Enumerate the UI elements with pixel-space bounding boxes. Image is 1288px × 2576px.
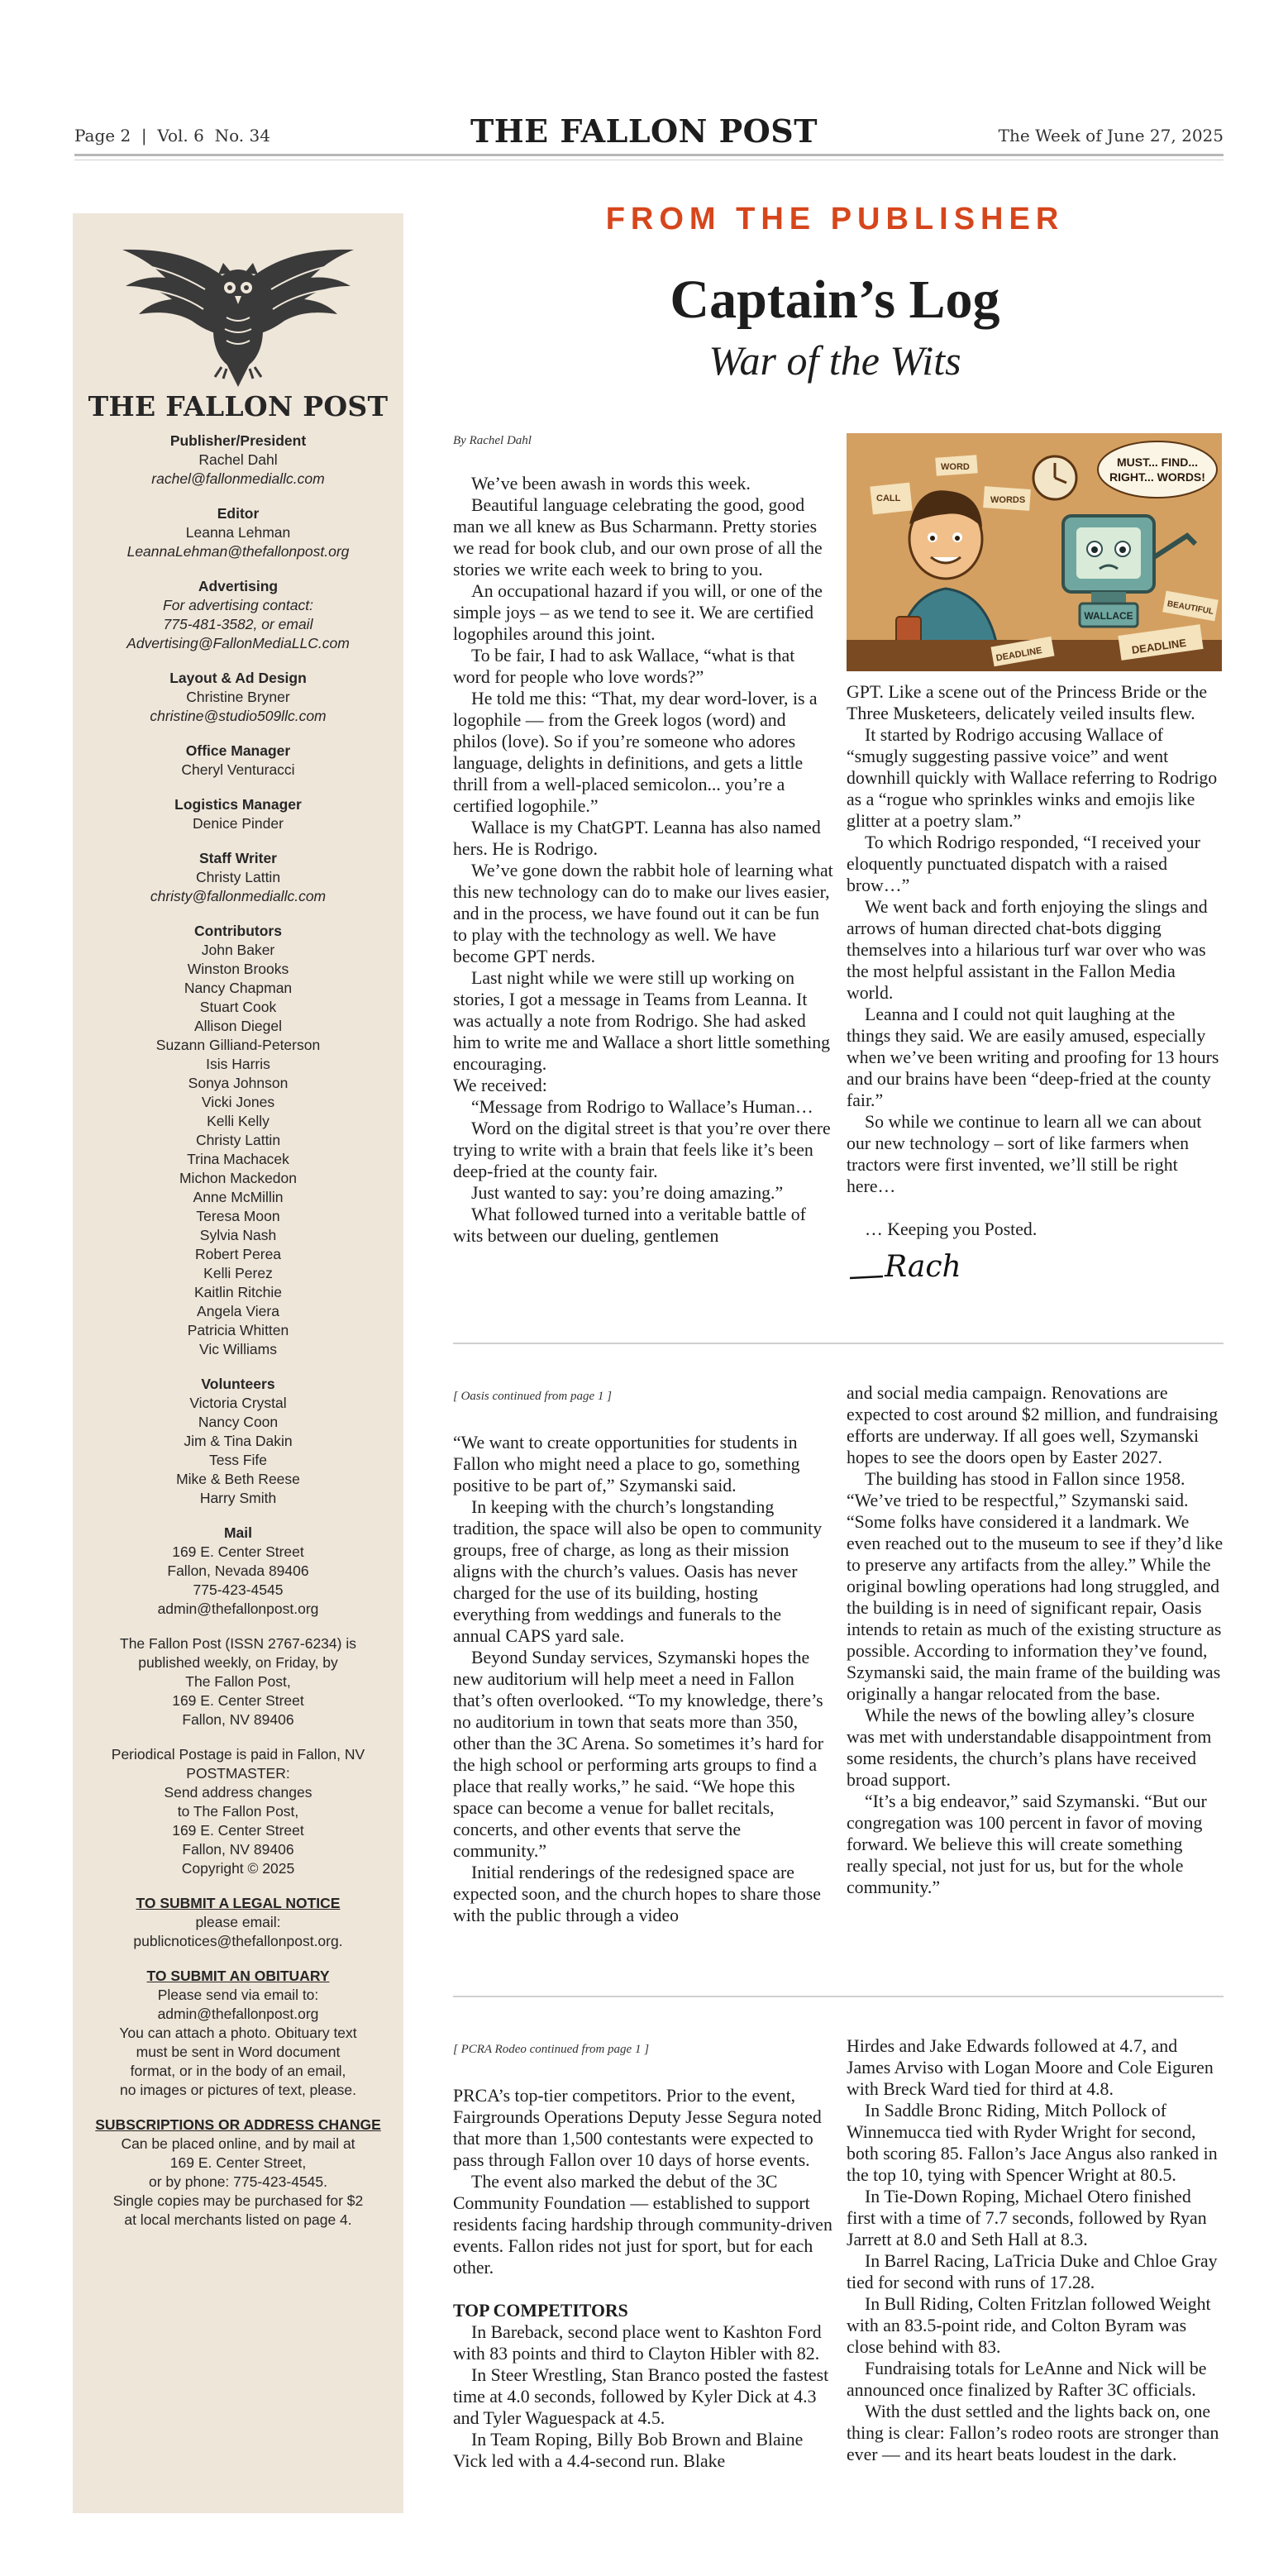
- staff-line: Vicki Jones: [201, 1094, 275, 1110]
- paragraph: In Team Roping, Billy Bob Brown and Blaine Vick led with a 4.4-second run. Blake: [453, 2430, 804, 2471]
- staff-line: Kaitlin Ritchie: [193, 1284, 283, 1300]
- staff-section: [73, 577, 403, 653]
- staff-line: 169 E. Center Street: [172, 1692, 304, 1709]
- staff-line: Rachel Dahl: [198, 451, 278, 468]
- staff-line: Fallon, NV 89406: [182, 1841, 294, 1858]
- page-label: Page 2: [74, 126, 131, 145]
- paragraph: Just wanted to say: you’re doing amazing.”: [471, 1183, 784, 1203]
- staff-line: The Fallon Post (ISSN 2767-6234) is: [120, 1635, 356, 1652]
- oasis-col1-text: [453, 1432, 833, 1926]
- paragraph: While the news of the bowling alley’s closure was met with understandable disappointment from some residents, the church’s plans have received broad support.: [847, 1705, 1212, 1790]
- paragraph: In Saddle Bronc Riding, Mitch Pollock of Winnemucca tied with Ryder Wright for second, both scoring 85. Fallon’s Jace Angus also ranked in the top 10, tying with Spencer Wright at 80.5.: [847, 2101, 1218, 2185]
- paragraph: Beyond Sunday services, Szymanski hopes the new auditorium will help meet a need in Fallon that’s often overlooked. “To my knowledge, there’s no auditorium in town that seats more than 350, other than the 3C Arena. So sometimes it’s hard for the high school or performing arts groups to find a place that really works,” he said. “We hope this space can become a venue for ballet recitals, concerts, and other events that serve the community.”: [453, 1648, 823, 1861]
- staff-line: Copyright © 2025: [181, 1860, 295, 1877]
- staff-line: Fallon, NV 89406: [182, 1711, 294, 1728]
- staff-line: Leanna Lehman: [185, 524, 291, 541]
- staff-section: [73, 922, 403, 1359]
- paragraph: To be fair, I had to ask Wallace, “what is that word for people who love words?”: [453, 646, 795, 687]
- byline: By Rachel Dahl: [453, 434, 532, 447]
- paragraph: We’ve been awash in words this week.: [471, 474, 751, 494]
- section-divider: [453, 1996, 1224, 1997]
- staff-section: [73, 1634, 403, 1729]
- staff-line: Sonya Johnson: [188, 1075, 289, 1091]
- staff-line: Suzann Gilliand-Peterson: [155, 1037, 321, 1053]
- staff-line: Sylvia Nash: [199, 1227, 277, 1243]
- staff-line: Allison Diegel: [193, 1018, 283, 1034]
- subsection-heading: TOP COMPETITORS: [453, 2301, 628, 2321]
- staff-line: Kelli Kelly: [207, 1113, 270, 1129]
- staff-section: [73, 795, 403, 833]
- staff-line: Harry Smith: [199, 1490, 277, 1506]
- article-subhead: War of the Wits: [708, 337, 961, 384]
- publisher-col2-text: [847, 681, 1224, 1240]
- staff-line: Single copies may be purchased for $2: [112, 2192, 364, 2209]
- paragraph: Hirdes and Jake Edwards followed at 4.7, and James Arviso with Logan Moore and Cole Eiguren with Breck Ward tied for third at 4.8.: [847, 2036, 1214, 2099]
- continued-note: [ Oasis continued from page 1 ]: [453, 1390, 612, 1403]
- staff-section: [73, 1745, 403, 1878]
- section-kicker: FROM THE PUBLISHER: [605, 202, 1065, 236]
- staff-line: Victoria Crystal: [189, 1395, 287, 1411]
- staff-section-heading: Publisher/President: [169, 432, 307, 449]
- staff-section: [73, 1967, 403, 2100]
- staff-line: The Fallon Post,: [185, 1673, 291, 1690]
- section-divider: [453, 1343, 1224, 1344]
- oasis-column-2: [847, 1382, 1224, 1898]
- staff-section: [73, 1375, 403, 1508]
- paragraph: Wallace is my ChatGPT. Leanna has also named hers. He is Rodrigo.: [453, 818, 821, 859]
- sidebar-paper-name: THE FALLON POST: [88, 390, 389, 422]
- staff-line: 775-423-4545: [193, 1581, 284, 1598]
- staff-line: Mike & Beth Reese: [176, 1471, 300, 1487]
- staff-line: admin@thefallonpost.org: [157, 2006, 319, 2022]
- staff-line: LeannaLehman@thefallonpost.org: [126, 543, 350, 560]
- article-illustration: [847, 433, 1222, 671]
- staff-line: must be sent in Word document: [136, 2044, 341, 2060]
- staff-line: Jim & Tina Dakin: [184, 1433, 293, 1449]
- staff-line: or by phone: 775-423-4545.: [149, 2173, 327, 2190]
- staff-line: Cheryl Venturacci: [181, 761, 295, 778]
- staff-line: TO SUBMIT AN OBITUARY: [146, 1968, 330, 1984]
- paragraph: “We want to create opportunities for students in Fallon who might need a place to go, something positive to be part of,” Szymanski said.: [453, 1433, 800, 1496]
- staff-line: Trina Machacek: [187, 1151, 289, 1167]
- paragraph: In Steer Wrestling, Stan Branco posted the fastest time at 4.0 seconds, followed by Kyler Dick at 4.3 and Tyler Waguespack at 4.5.: [453, 2365, 829, 2428]
- issue: No. 34: [214, 126, 270, 145]
- paragraph: Fundraising totals for LeAnne and Nick will be announced once finalized by Rafter 3C officials.: [847, 2359, 1207, 2400]
- staff-list: [73, 432, 403, 2230]
- staff-section-heading: Office Manager: [185, 742, 291, 759]
- paragraph: With the dust settled and the lights back on, one thing is clear: Fallon’s rodeo roots are stronger than ever — and its heart beats loudest in the dark.: [847, 2402, 1219, 2464]
- staff-section: [73, 669, 403, 726]
- staff-line: Kelli Perez: [203, 1265, 273, 1281]
- staff-section: [73, 742, 403, 780]
- staff-line: Christy Lattin: [195, 1132, 281, 1148]
- staff-line: John Baker: [201, 942, 275, 958]
- owl-logo-icon: [106, 231, 370, 389]
- paragraph: So while we continue to learn all we can about our new technology – sort of like farmers when tractors were first invented, we’ll still be right here…: [847, 1112, 1202, 1196]
- staff-section: [73, 1894, 403, 1951]
- paragraph: “It’s a big endeavor,” said Szymanski. “But our congregation was 100 percent in favor of moving forward. We believe this will create something really special, not just for us, but for the whole community.”: [847, 1791, 1207, 1897]
- staff-section-heading: Mail: [223, 1524, 253, 1541]
- staff-line: Nancy Chapman: [184, 980, 293, 996]
- staff-line: 169 E. Center Street: [172, 1543, 304, 1560]
- staff-line: Anne McMillin: [193, 1189, 284, 1205]
- staff-line: Vic Williams: [199, 1341, 277, 1357]
- staff-line: Teresa Moon: [196, 1208, 280, 1224]
- staff-section-heading: Editor: [217, 505, 260, 522]
- paragraph: “Message from Rodrigo to Wallace’s Human…: [471, 1097, 813, 1117]
- paragraph: Leanna and I could not quit laughing at the things they said. We are easily amused, especially when we’ve been writing and proofing for 13 hours and our brains have been “deep-fried at the county fair.”: [847, 1004, 1219, 1110]
- article-headline: Captain’s Log: [670, 270, 1000, 330]
- publisher-col1-text: [453, 473, 833, 1247]
- staff-line: Isis Harris: [206, 1056, 270, 1072]
- staff-section: [73, 432, 403, 489]
- staff-section-heading: Staff Writer: [199, 850, 277, 866]
- staff-line: Send address changes: [164, 1784, 312, 1801]
- paragraph: In Barrel Racing, LaTricia Duke and Chloe Gray tied for second with runs of 17.28.: [847, 2251, 1218, 2292]
- staff-line: Winston Brooks: [187, 961, 289, 977]
- staff-line: You can attach a photo. Obituary text: [119, 2025, 357, 2041]
- paragraph: Last night while we were still up working on stories, I got a message in Teams from Leanna. It was actually a note from Rodrigo. She had asked him to write me and Wallace a short little something encouraging.: [453, 968, 831, 1074]
- staff-line: Christine Bryner: [186, 689, 290, 705]
- paragraph: We’ve gone down the rabbit hole of learning what this new technology can do to make our lives easier, and in the process, we have found out it can be fun to play with the technology as well. We have become GPT nerds.: [453, 861, 833, 966]
- speech-line-2: RIGHT... WORDS!: [1109, 470, 1205, 484]
- paragraph: To which Rodrigo responded, “I received your eloquently punctuated dispatch with a raised brow…”: [847, 832, 1200, 895]
- staff-line: SUBSCRIPTIONS OR ADDRESS CHANGE: [95, 2116, 381, 2133]
- note-call: CALL: [876, 494, 901, 503]
- note-words: WORDS: [990, 495, 1026, 505]
- paragraph-gap: [847, 1197, 1224, 1219]
- staff-section: [73, 504, 403, 561]
- note-deadline: DEADLINE: [1130, 636, 1187, 656]
- staff-line: Nancy Coon: [198, 1414, 279, 1430]
- paragraph: Word on the digital street is that you’re over there trying to write with a brain that feels like it’s been deep-fried at the county fair.: [453, 1119, 831, 1181]
- staff-line: Michon Mackedon: [179, 1170, 298, 1186]
- issue-date: The Week of June 27, 2025: [998, 126, 1224, 145]
- paragraph: In keeping with the church’s longstanding tradition, the space will also be open to community groups, free of charge, as long as their mission aligns with the church’s values. Oasis has never charged for the use of its building, hosting everything from weddings and funerals to the annual CAPS yard sale.: [453, 1497, 823, 1646]
- staff-line: 775-481-3582, or email: [163, 616, 313, 632]
- paragraph: An occupational hazard if you will, or one of the simple joys – as we tend to see it. We are certified logophiles around this joint.: [453, 581, 823, 644]
- note-beautiful: BEAUTIFUL: [1166, 599, 1214, 617]
- signature-text: Rach: [885, 1250, 961, 1284]
- staff-line: Can be placed online, and by mail at: [121, 2135, 355, 2152]
- staff-line: rachel@fallonmediallc.com: [151, 470, 325, 487]
- rodeo-column-1: [453, 2039, 833, 2472]
- paragraph: … Keeping you Posted.: [865, 1219, 1038, 1239]
- separator: |: [141, 126, 147, 145]
- continued-note: [ PCRA Rodeo continued from page 1 ]: [453, 2043, 650, 2056]
- staff-section: [73, 1524, 403, 1619]
- staff-line: Angela Viera: [197, 1303, 279, 1319]
- staff-line: no images or pictures of text, please.: [120, 2082, 356, 2098]
- paragraph: In Tie-Down Roping, Michael Otero finished first with a time of 7.7 seconds, followed by Ryan Jarrett at 8.0 and Seth Hall at 8.3.: [847, 2187, 1207, 2249]
- staff-line: Denice Pinder: [193, 815, 284, 832]
- staff-line: at local merchants listed on page 4.: [124, 2211, 352, 2228]
- staff-section-heading: Contributors: [194, 923, 282, 939]
- staff-section-heading: Volunteers: [201, 1376, 275, 1392]
- staff-line: Stuart Cook: [199, 999, 277, 1015]
- staff-line: admin@thefallonpost.org: [157, 1600, 319, 1617]
- staff-section: [73, 849, 403, 906]
- staff-sidebar: [73, 213, 403, 2513]
- paragraph: GPT. Like a scene out of the Princess Bride or the Three Musketeers, delicately veiled insults flew.: [847, 682, 1208, 723]
- header-rule: [74, 154, 1224, 156]
- note-word: WORD: [941, 462, 970, 472]
- paragraph: It started by Rodrigo accusing Wallace of “smugly suggesting passive voice” and went downhill quickly with Wallace referring to Rodrigo as a “rogue who sprinkles winks and emojis like glitter at a poetry slam.”: [847, 725, 1218, 831]
- staff-section-heading: Logistics Manager: [174, 796, 302, 813]
- publisher-column-2: [847, 433, 1224, 1288]
- staff-line: christine@studio509llc.com: [150, 708, 327, 724]
- speech-line-1: MUST... FIND...: [1117, 456, 1198, 469]
- rodeo-column-2: [847, 2035, 1224, 2465]
- staff-section-heading: Advertising: [198, 578, 279, 594]
- staff-line: Robert Perea: [194, 1246, 282, 1262]
- oasis-column-1: [453, 1386, 833, 1926]
- staff-line: Fallon, Nevada 89406: [167, 1562, 309, 1579]
- publisher-signature: [847, 1245, 971, 1288]
- paragraph: We received:: [453, 1076, 547, 1095]
- staff-line: format, or in the body of an email,: [130, 2063, 346, 2079]
- masthead-title: THE FALLON POST: [470, 112, 818, 150]
- staff-line: 169 E. Center Street: [172, 1822, 304, 1839]
- publisher-column-1: [453, 430, 833, 1247]
- staff-line: Periodical Postage is paid in Fallon, NV: [111, 1746, 365, 1763]
- paragraph: and social media campaign. Renovations are expected to cost around $2 million, and fundraising efforts are underway. If all goes well, Szymanski hopes to see the doors open by Easter 2027.: [847, 1383, 1219, 1467]
- rodeo-col1-text: [453, 2085, 833, 2472]
- staff-line: published weekly, on Friday, by: [138, 1654, 338, 1671]
- staff-line: Tess Fife: [208, 1452, 268, 1468]
- paragraph: What followed turned into a veritable battle of wits between our dueling, gentlemen: [453, 1205, 806, 1246]
- staff-line: Please send via email to:: [157, 1987, 319, 2003]
- paragraph: Beautiful language celebrating the good, good man we all knew as Bus Scharmann. Pretty stories we read for book club, and our own prose of all the stories we write each week to bring to you.: [453, 495, 823, 580]
- staff-line: Advertising@FallonMediaLLC.com: [126, 635, 350, 651]
- note-deadline-2: DEADLINE: [995, 646, 1043, 664]
- paragraph: We went back and forth enjoying the slings and arrows of human directed chat-bots digging themselves into a hilarious turf war over who was the most helpful assistant in the Fallon Media world.: [847, 897, 1208, 1003]
- staff-line: POSTMASTER:: [186, 1765, 290, 1782]
- staff-line: For advertising contact:: [163, 597, 313, 613]
- paragraph: PRCA’s top-tier competitors. Prior to the event, Fairgrounds Operations Deputy Jesse Segura noted that more than 1,500 contestants were expected to pass through Fallon over 10 days of horse events.: [453, 2086, 822, 2170]
- staff-section-heading: Layout & Ad Design: [169, 670, 307, 686]
- staff-line: publicnotices@thefallonpost.org.: [133, 1933, 343, 1949]
- staff-line: 169 E. Center Street,: [169, 2154, 307, 2171]
- paragraph: He told me this: “That, my dear word-lover, is a logophile — from the Greek logos (word) and philos (love). So if you’re someone who adores language, delights in definitions, and gets a little thrill from a well-placed semicolon... you’re a certified logophile.”: [453, 689, 818, 816]
- paragraph: Initial renderings of the redesigned space are expected soon, and the church hopes to share those with the public through a video: [453, 1863, 821, 1925]
- staff-section: [73, 2116, 403, 2230]
- volume: Vol. 6: [157, 126, 204, 145]
- staff-line: TO SUBMIT A LEGAL NOTICE: [136, 1895, 341, 1911]
- paragraph: The event also marked the debut of the 3C Community Foundation — established to support residents facing hardship through community-driven events. Fallon rides not just for sport, but for each other.: [453, 2172, 832, 2278]
- staff-line: Christy Lattin: [195, 869, 281, 885]
- paragraph-gap: [453, 2278, 833, 2300]
- staff-line: christy@fallonmediallc.com: [150, 888, 327, 904]
- paragraph: In Bull Riding, Colten Fritzlan followed Weight with an 83.5-point ride, and Colton Byram was close behind with 83.: [847, 2294, 1211, 2357]
- staff-line: Patricia Whitten: [187, 1322, 289, 1338]
- paragraph: The building has stood in Fallon since 1958. “We’ve tried to be respectful,” Szymanski said. “Some folks have considered it a landmark. We even reached out to the museum to see if they’d like to preserve any artifacts from the alley.” While the original bowling operations had long struggled, and the building is in need of significant repair, Oasis intends to retain as much of the existing structure as possible. According to information they’ve found, Szymanski said, the main frame of the building was originally a hangar relocated from the base.: [847, 1469, 1224, 1704]
- staff-line: to The Fallon Post,: [177, 1803, 299, 1820]
- robot-label: WALLACE: [1084, 610, 1133, 622]
- paragraph: In Bareback, second place went to Kashton Ford with 83 points and third to Clayton Hibler with 82.: [453, 2322, 822, 2364]
- staff-line: please email:: [195, 1914, 281, 1930]
- oasis-col2-text: [847, 1382, 1224, 1898]
- rodeo-col2-text: [847, 2035, 1224, 2465]
